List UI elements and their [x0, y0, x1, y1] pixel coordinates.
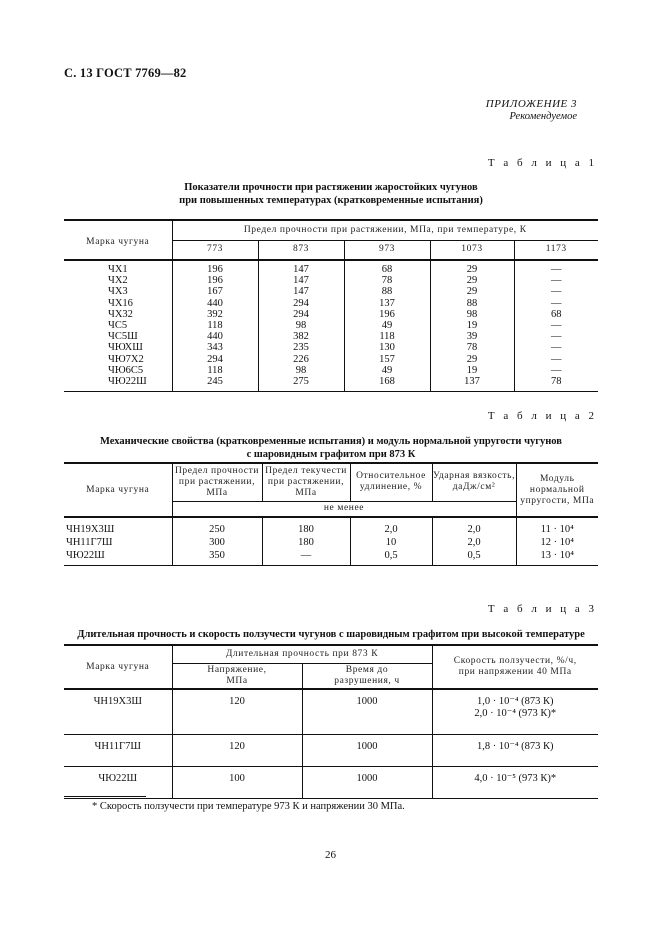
table1-cell-value: 196 [172, 260, 258, 275]
table-row [64, 767, 598, 799]
table3 [64, 644, 598, 799]
table1-cell-value: 343 [172, 342, 258, 353]
table-row [64, 342, 598, 353]
table1-cell-value: 49 [344, 365, 430, 376]
table3-creep-line: 1,0 · 10⁻⁴ (873 К) [476, 696, 554, 707]
table-row [64, 517, 598, 536]
table1-cell-value: — [514, 275, 598, 286]
table1-cell-value: 78 [514, 376, 598, 392]
table2-col-header: Предел текучести при растяжении, МПа [262, 463, 350, 501]
table2-cell-value: 0,5 [350, 549, 432, 566]
table2-cell-value: 350 [172, 549, 262, 566]
table1-cell-value: 78 [344, 275, 430, 286]
table1-cell-value: 19 [430, 365, 514, 376]
table3-cell-mark: ЧН19Х3Ш [64, 689, 172, 735]
table1-cell-value: — [514, 365, 598, 376]
table1-cell-value: 88 [430, 298, 514, 309]
table1-cell-value: 29 [430, 354, 514, 365]
table1-cell-value: 29 [430, 286, 514, 297]
table1-cell-value: 88 [344, 286, 430, 297]
table3-cell-stress: 100 [172, 767, 302, 799]
table1-cell-value: 294 [172, 354, 258, 365]
table1-cell-mark: ЧХ3 [108, 286, 128, 298]
table1-cell-value: 440 [172, 331, 258, 342]
table1-cell-value: 130 [344, 342, 430, 353]
table2 [64, 462, 598, 566]
table1-temp: 973 [344, 240, 430, 260]
table1-cell-value: 137 [430, 376, 514, 392]
table2-cell-value: 12 · 10⁴ [516, 536, 598, 549]
table1-cell-value: 382 [258, 331, 344, 342]
table1-cell-value: 147 [258, 286, 344, 297]
table1-cell-value: 245 [172, 376, 258, 392]
table2-not-less: не менее [172, 501, 516, 517]
table1-cell-mark: ЧЮ7Х2 [108, 353, 144, 365]
table2-title-line1: Механические свойства (кратковременные испытания) и модуль нормальной упругости чугунов [100, 436, 562, 447]
table1-cell-value: 98 [430, 309, 514, 320]
table-row [64, 260, 598, 275]
table-row [64, 549, 598, 566]
table2-cell-value: 11 · 10⁴ [516, 517, 598, 536]
table1-cell-value: 29 [430, 260, 514, 275]
table1-cell-value: 98 [258, 320, 344, 331]
table1-cell-mark: ЧС5Ш [108, 331, 138, 343]
table1-temp: 1073 [430, 240, 514, 260]
table1-cell-mark: ЧХ16 [108, 297, 133, 309]
table2-cell-value: 13 · 10⁴ [516, 549, 598, 566]
table1-cell-value: — [514, 286, 598, 297]
table-row [64, 536, 598, 549]
table3-cell-time: 1000 [302, 689, 432, 735]
table1-temp: 773 [172, 240, 258, 260]
table1-cell-value: 39 [430, 331, 514, 342]
table2-cell-mark: ЧЮ22Ш [64, 549, 172, 566]
table2-col-mark: Марка чугуна [64, 463, 172, 517]
table-row [64, 320, 598, 331]
table1-cell-value: 137 [344, 298, 430, 309]
table1-cell-value: 29 [430, 275, 514, 286]
table1-cell-value: 294 [258, 309, 344, 320]
table2-cell-mark: ЧН11Г7Ш [66, 537, 113, 548]
table1-cell-value: 294 [258, 298, 344, 309]
table-row [64, 309, 598, 320]
table1-cell-mark: ЧХ2 [108, 275, 128, 287]
table1-cell-value: 440 [172, 298, 258, 309]
table-row [64, 365, 598, 376]
table-row [64, 376, 598, 392]
table2-cell-value: 300 [172, 536, 262, 549]
table3-title: Длительная прочность и скорость ползучести чугунов с шаровидным графитом при высокой температуре [77, 629, 585, 640]
table1-cell-value: 157 [344, 354, 430, 365]
table1-col-mark: Марка чугуна [64, 220, 172, 260]
table-row [64, 354, 598, 365]
table3-cell-creep [432, 689, 598, 735]
table1-title-line1: Показатели прочности при растяжении жаростойких чугунов [184, 182, 478, 193]
footnote-rule [64, 796, 146, 797]
table2-col-header: Предел прочности при растяжении, МПа [172, 463, 262, 501]
table3-cell-time: 1000 [302, 735, 432, 767]
table2-cell-value: 180 [262, 517, 350, 536]
table1-cell-mark: ЧХ32 [108, 308, 133, 320]
table-row [64, 286, 598, 297]
table2-cell-value: 2,0 [350, 517, 432, 536]
table1-col-group: Предел прочности при растяжении, МПа, при температуре, К [172, 220, 598, 240]
table3-label: Т а б л и ц а 3 [487, 603, 597, 615]
table-row [64, 275, 598, 286]
table1-cell-value: 118 [172, 320, 258, 331]
table1-cell-value: — [514, 331, 598, 342]
table3-cell-creep [432, 735, 598, 767]
table1-cell-value: 392 [172, 309, 258, 320]
table3-cell-mark: ЧЮ22Ш [64, 767, 172, 799]
table1-cell-mark: ЧС5 [108, 320, 128, 332]
table2-col-header: Ударная вязкость, даДж/см² [432, 463, 516, 501]
table-row [64, 689, 598, 735]
appendix-label: ПРИЛОЖЕНИЕ 3 [485, 98, 577, 110]
table3-col-group: Длительная прочность при 873 К [172, 645, 432, 663]
table1-cell-value: 19 [430, 320, 514, 331]
table1-cell-value: 68 [514, 309, 598, 320]
table3-col-mark: Марка чугуна [64, 645, 172, 689]
table2-cell-value: — [262, 549, 350, 566]
table1-cell-value: 226 [258, 354, 344, 365]
table3-cell-time: 1000 [302, 767, 432, 799]
table1-label: Т а б л и ц а 1 [487, 157, 597, 169]
table3-col-time: Время до разрушения, ч [302, 663, 432, 689]
table2-cell-value: 180 [262, 536, 350, 549]
table1 [64, 219, 598, 392]
table2-cell-value: 250 [172, 517, 262, 536]
table3-col-stress: Напряжение, МПа [172, 663, 302, 689]
table2-col-header: Относительное удлинение, % [350, 463, 432, 501]
table-row [64, 735, 598, 767]
table1-cell-value: 167 [172, 286, 258, 297]
table3-col-creep: Скорость ползучести, %/ч, при напряжении 40 МПа [432, 645, 598, 689]
table2-cell-value: 2,0 [432, 536, 516, 549]
table1-cell-value: 147 [258, 260, 344, 275]
recommended-label: Рекомендуемое [509, 111, 577, 122]
table1-title [64, 182, 598, 207]
table2-title-line2: с шаровидным графитом при 873 К [246, 448, 416, 460]
table1-cell-value: 168 [344, 376, 430, 392]
table3-cell-stress: 120 [172, 735, 302, 767]
table1-cell-value: — [514, 354, 598, 365]
table1-cell-value: 235 [258, 342, 344, 353]
table1-cell-value: — [514, 342, 598, 353]
table1-cell-value: — [514, 298, 598, 309]
table1-cell-value: 147 [258, 275, 344, 286]
footnote: * Скорость ползучести при температуре 973 К и напряжении 30 МПа. [92, 801, 405, 812]
table2-col-header: Модуль нормальной упругости, МПа [516, 463, 598, 517]
table1-cell-value: 118 [344, 331, 430, 342]
table1-cell-value: 196 [344, 309, 430, 320]
table1-cell-value: 275 [258, 376, 344, 392]
table1-cell-value: 68 [344, 260, 430, 275]
table2-cell-value: 0,5 [432, 549, 516, 566]
table3-cell-mark: ЧН11Г7Ш [64, 735, 172, 767]
page-number: 26 [325, 849, 336, 861]
table1-cell-value: — [514, 260, 598, 275]
table1-cell-value: 196 [172, 275, 258, 286]
table1-cell-value: 49 [344, 320, 430, 331]
table1-cell-value: 98 [258, 365, 344, 376]
table2-cell-value: 2,0 [432, 517, 516, 536]
table1-cell-value: — [514, 320, 598, 331]
document-header: С. 13 ГОСТ 7769—82 [64, 66, 187, 80]
table3-creep-line: 4,0 · 10⁻⁵ (973 К)* [474, 773, 557, 784]
table1-cell-value: 118 [172, 365, 258, 376]
table2-cell-mark: ЧН19Х3Ш [64, 517, 172, 536]
table3-cell-stress: 120 [172, 689, 302, 735]
table-row [64, 331, 598, 342]
table1-title-line2: при повышенных температурах (кратковременные испытания) [179, 194, 483, 206]
table3-cell-creep [432, 767, 598, 799]
table1-cell-mark: ЧЮ22Ш [64, 376, 172, 392]
table1-temp: 1173 [514, 240, 598, 260]
table1-cell-mark: ЧЮ6С5 [108, 364, 144, 376]
table1-temp: 873 [258, 240, 344, 260]
table2-cell-value: 10 [350, 536, 432, 549]
table1-cell-mark: ЧЮХШ [108, 342, 143, 354]
table2-label: Т а б л и ц а 2 [487, 410, 597, 422]
table3-creep-line: 1,8 · 10⁻⁴ (873 К) [476, 741, 554, 752]
table1-cell-value: 78 [430, 342, 514, 353]
table1-cell-mark: ЧХ1 [64, 260, 172, 275]
table2-title [64, 436, 598, 461]
table-row [64, 298, 598, 309]
table3-creep-line: 2,0 · 10⁻⁴ (973 К)* [474, 708, 557, 719]
